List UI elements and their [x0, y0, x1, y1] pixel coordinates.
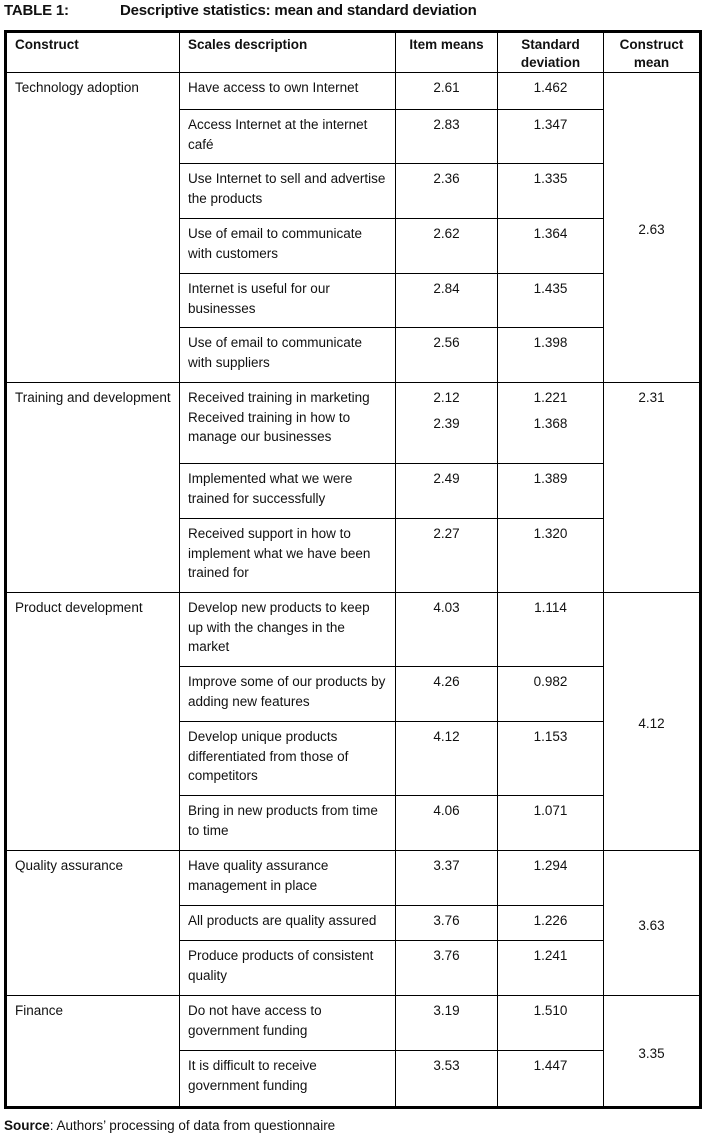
construct-cell: Quality assurance: [6, 851, 180, 996]
standard-deviation-cell: [498, 383, 604, 464]
construct-cell: Finance: [6, 996, 180, 1108]
table-caption: Descriptive statistics: mean and standard deviation: [120, 2, 477, 19]
scale-description-cell: [180, 851, 396, 906]
scale-description-cell: [180, 796, 396, 851]
standard-deviation: 1.221: [533, 390, 568, 405]
item-mean: 2.56: [433, 335, 460, 350]
standard-deviation: 1.435: [533, 281, 568, 296]
construct-cell: Training and development: [6, 383, 180, 593]
construct-mean-cell: 2.63: [604, 73, 701, 383]
scale-description-cell: [180, 164, 396, 219]
item-mean: 2.36: [433, 171, 460, 186]
table-row: [6, 73, 701, 110]
item-mean-cell: [396, 851, 498, 906]
standard-deviation-cell: [498, 796, 604, 851]
scale-description: Access Internet at the internet café: [188, 117, 368, 152]
standard-deviation-cell: [498, 519, 604, 593]
scale-description: All products are quality assured: [188, 913, 377, 928]
construct-cell: Product development: [6, 593, 180, 851]
standard-deviation-cell: [498, 1051, 604, 1108]
standard-deviation-cell: [498, 274, 604, 328]
item-mean-cell: [396, 667, 498, 722]
header-construct: Construct: [6, 32, 180, 73]
item-mean: 4.03: [433, 600, 460, 615]
scale-description-cell: [180, 1051, 396, 1108]
construct-cell: Technology adoption: [6, 73, 180, 383]
construct-mean-cell: 2.31: [604, 383, 701, 593]
item-mean-cell: [396, 796, 498, 851]
item-mean-cell: [396, 1051, 498, 1108]
standard-deviation: 1.226: [533, 913, 568, 928]
standard-deviation: 1.398: [533, 335, 568, 350]
scale-description-cell: [180, 464, 396, 519]
header-row: [6, 32, 701, 73]
scale-description: Bring in new products from time to time: [188, 803, 378, 838]
scale-description: Use of email to communicate with suppliers: [188, 335, 363, 370]
standard-deviation-cell: [498, 464, 604, 519]
item-mean-cell: [396, 996, 498, 1051]
item-mean: 4.12: [433, 729, 460, 744]
descriptive-statistics-table: [4, 30, 702, 1109]
table-title: [4, 2, 477, 19]
scale-description-cell: [180, 274, 396, 328]
standard-deviation-cell: [498, 164, 604, 219]
standard-deviation-cell: [498, 73, 604, 110]
item-mean-cell: [396, 110, 498, 164]
scale-description-cell: [180, 219, 396, 274]
standard-deviation: 1.389: [533, 471, 568, 486]
scale-description-cell: [180, 667, 396, 722]
scale-description: Have quality assurance management in place: [188, 858, 329, 893]
standard-deviation-cell: [498, 941, 604, 996]
scale-description: Use of email to communicate with customers: [188, 226, 363, 261]
scale-description: It is difficult to receive government funding: [188, 1058, 317, 1093]
item-mean-cell: [396, 519, 498, 593]
item-mean: 3.37: [433, 858, 460, 873]
item-mean-cell: [396, 274, 498, 328]
standard-deviation: 1.364: [533, 226, 568, 241]
item-mean: 2.83: [433, 117, 460, 132]
scale-description-cell: [180, 996, 396, 1051]
standard-deviation-cell: [498, 328, 604, 383]
scale-description-cell: [180, 328, 396, 383]
table-row: [6, 593, 701, 667]
item-mean: 4.26: [433, 674, 460, 689]
standard-deviation: 1.241: [533, 948, 568, 963]
source-label: Source: [4, 1118, 50, 1133]
item-mean-cell: [396, 722, 498, 796]
item-mean-cell: [396, 328, 498, 383]
standard-deviation-cell: [498, 667, 604, 722]
standard-deviation-cell: [498, 996, 604, 1051]
table-row: [6, 996, 701, 1051]
item-mean: 2.49: [433, 471, 460, 486]
scale-description: Have access to own Internet: [188, 80, 359, 95]
table-row: [6, 851, 701, 906]
standard-deviation-cell: [498, 219, 604, 274]
standard-deviation-cell: [498, 110, 604, 164]
item-mean: 2.27: [433, 526, 460, 541]
item-mean-cell: [396, 464, 498, 519]
header-item-means: Item means: [396, 32, 498, 73]
item-mean: 3.19: [433, 1003, 460, 1018]
standard-deviation-cell: [498, 906, 604, 941]
scale-description: Received training in how to manage our businesses: [188, 409, 351, 444]
scale-description-cell: [180, 906, 396, 941]
scale-description: Do not have access to government funding: [188, 1003, 322, 1038]
item-mean-cell: [396, 383, 498, 464]
item-mean: 3.53: [433, 1058, 460, 1073]
scale-description: Received training in marketing: [188, 390, 370, 405]
item-mean-cell: [396, 73, 498, 110]
item-mean: 2.12: [433, 390, 460, 405]
item-mean-cell: [396, 941, 498, 996]
standard-deviation: 1.447: [533, 1058, 568, 1073]
table-number: TABLE 1:: [4, 2, 69, 19]
item-mean-cell: [396, 593, 498, 667]
scale-description: Implemented what we were trained for successfully: [188, 471, 353, 506]
header-scales-description: Scales description: [180, 32, 396, 73]
construct-mean-cell: 3.35: [604, 996, 701, 1108]
source-note: [4, 1118, 335, 1133]
construct-mean-cell: 3.63: [604, 851, 701, 996]
standard-deviation: 1.071: [533, 803, 568, 818]
standard-deviation-cell: [498, 722, 604, 796]
standard-deviation: 1.347: [533, 117, 568, 132]
standard-deviation: 1.510: [533, 1003, 568, 1018]
scale-description-cell: [180, 722, 396, 796]
standard-deviation: 1.153: [533, 729, 568, 744]
construct-mean-cell: 4.12: [604, 593, 701, 851]
scale-description: Develop unique products differentiated from those of competitors: [188, 729, 349, 783]
item-mean: 3.76: [433, 913, 460, 928]
scale-description-cell: [180, 519, 396, 593]
item-mean: 3.76: [433, 948, 460, 963]
item-mean-cell: [396, 219, 498, 274]
item-mean: 2.62: [433, 226, 460, 241]
scale-description: Use Internet to sell and advertise the products: [188, 171, 386, 206]
scale-description: Internet is useful for our businesses: [188, 281, 330, 316]
scale-description: Received support in how to implement what we have been trained for: [188, 526, 371, 580]
source-text: : Authors’ processing of data from questionnaire: [49, 1118, 336, 1133]
scale-description-cell: [180, 383, 396, 464]
scale-description-cell: [180, 110, 396, 164]
item-mean-cell: [396, 906, 498, 941]
item-mean: 2.39: [433, 416, 460, 431]
standard-deviation-cell: [498, 593, 604, 667]
standard-deviation: 1.335: [533, 171, 568, 186]
item-mean: 2.61: [433, 80, 460, 95]
item-mean-cell: [396, 164, 498, 219]
item-mean: 2.84: [433, 281, 460, 296]
standard-deviation-cell: [498, 851, 604, 906]
scale-description-cell: [180, 593, 396, 667]
header-standard-deviation: Standard deviation: [498, 32, 604, 73]
standard-deviation: 1.320: [533, 526, 568, 541]
scale-description-cell: [180, 941, 396, 996]
standard-deviation: 1.368: [533, 416, 568, 431]
standard-deviation: 0.982: [533, 674, 568, 689]
standard-deviation: 1.114: [534, 600, 567, 615]
scale-description: Improve some of our products by adding new features: [188, 674, 386, 709]
header-construct-mean: Construct mean: [604, 32, 701, 73]
item-mean: 4.06: [433, 803, 460, 818]
scale-description: Produce products of consistent quality: [188, 948, 374, 983]
standard-deviation: 1.462: [533, 80, 568, 95]
standard-deviation: 1.294: [533, 858, 568, 873]
table-row: [6, 383, 701, 464]
scale-description-cell: [180, 73, 396, 110]
scale-description: Develop new products to keep up with the changes in the market: [188, 600, 370, 654]
